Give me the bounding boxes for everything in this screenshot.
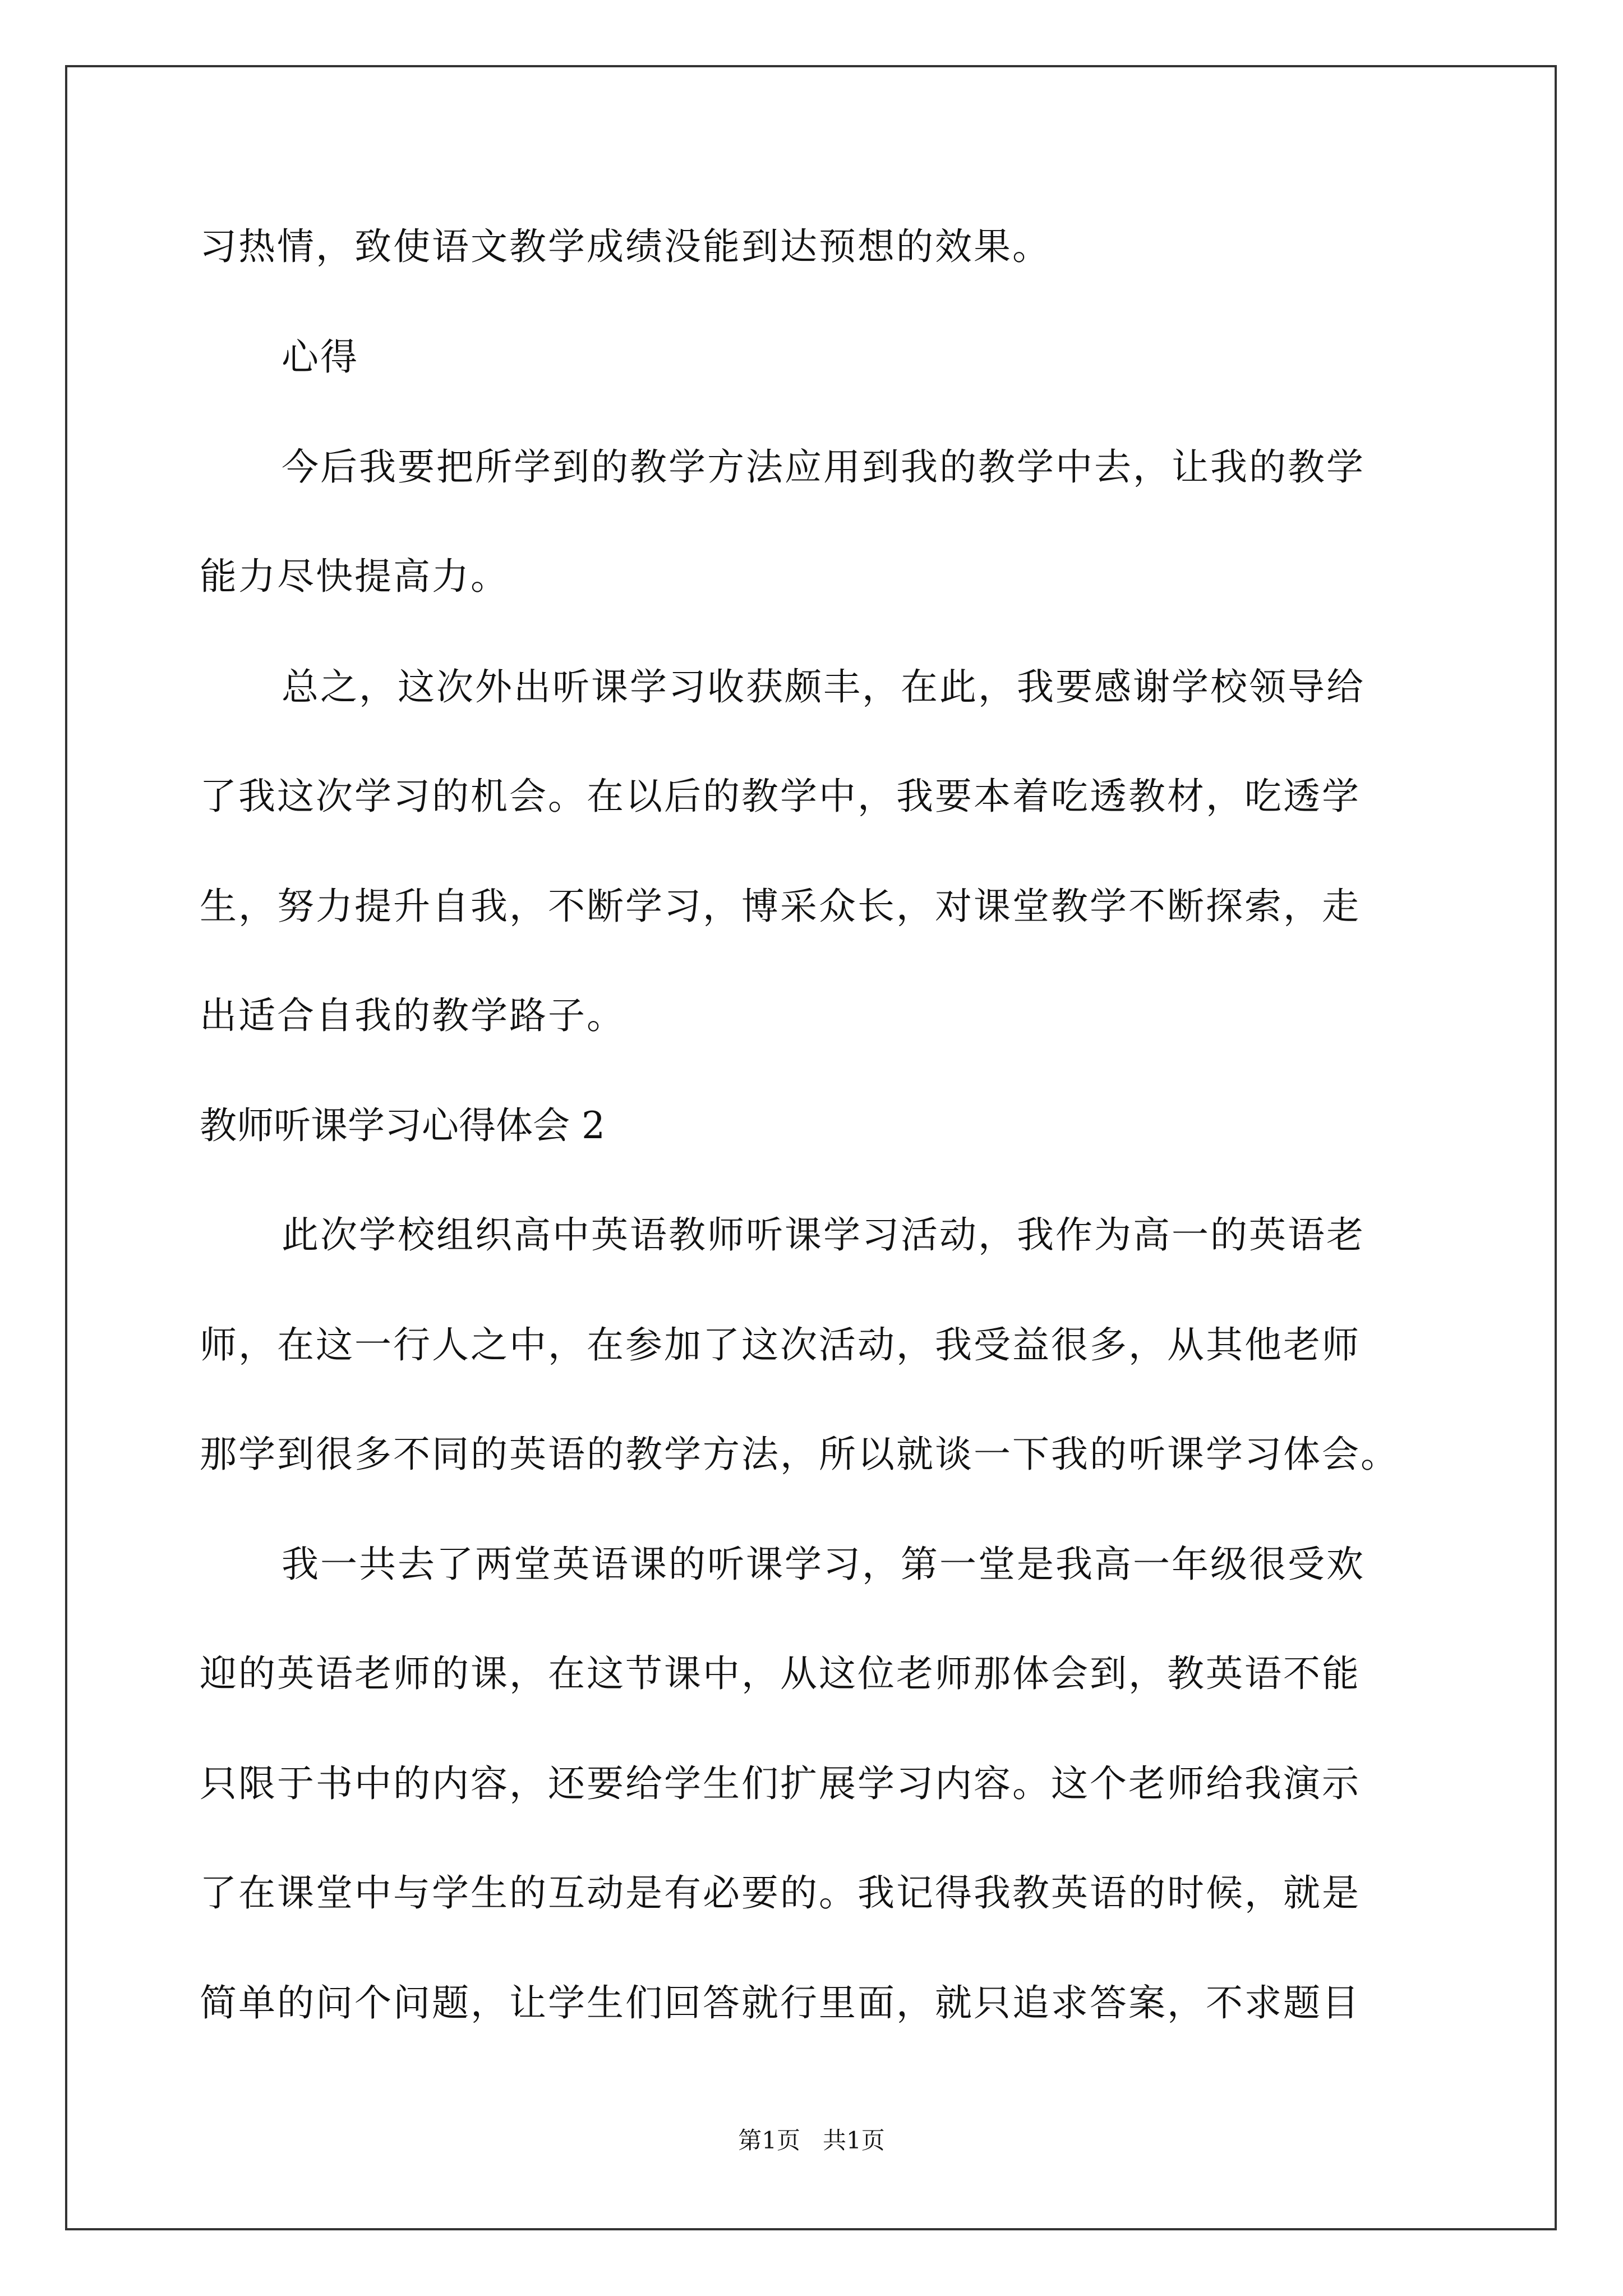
- text-line: 习热情，致使语文教学成绩没能到达预想的效果。: [200, 225, 1051, 268]
- text-line: 我一共去了两堂英语课的听课学习，第一堂是我高一年级很受欢: [282, 1543, 1365, 1586]
- text-line: 能力尽快提高力。: [200, 555, 509, 598]
- text-line: 简单的问个问题，让学生们回答就行里面，就只追求答案，不求题目: [200, 1981, 1361, 2024]
- text-line: 只限于书中的内容，还要给学生们扩展学习内容。这个老师给我演示: [200, 1762, 1361, 1805]
- section-heading: 教师听课学习心得体会 2: [200, 1104, 605, 1147]
- text-line: 心得: [282, 335, 359, 379]
- page-footer: 第1页 共1页: [738, 2127, 885, 2154]
- text-line: 师，在这一行人之中，在参加了这次活动，我受益很多，从其他老师: [200, 1323, 1361, 1366]
- text-line: 出适合自我的教学路子。: [200, 994, 625, 1037]
- text-line: 迎的英语老师的课，在这节课中，从这位老师那体会到，教英语不能: [200, 1652, 1361, 1695]
- text-line: 那学到很多不同的英语的教学方法，所以就谈一下我的听课学习体会。: [200, 1433, 1399, 1476]
- text-line: 了在课堂中与学生的互动是有必要的。我记得我教英语的时候，就是: [200, 1871, 1361, 1915]
- text-line: 了我这次学习的机会。在以后的教学中，我要本着吃透教材，吃透学: [200, 775, 1361, 818]
- text-line: 今后我要把所学到的教学方法应用到我的教学中去，让我的教学: [282, 445, 1365, 489]
- text-line: 生，努力提升自我，不断学习，博采众长，对课堂教学不断探索，走: [200, 885, 1361, 928]
- text-line: 总之，这次外出听课学习收获颇丰，在此，我要感谢学校领导给: [282, 665, 1365, 708]
- text-line: 此次学校组织高中英语教师听课学习活动，我作为高一的英语老: [282, 1213, 1365, 1257]
